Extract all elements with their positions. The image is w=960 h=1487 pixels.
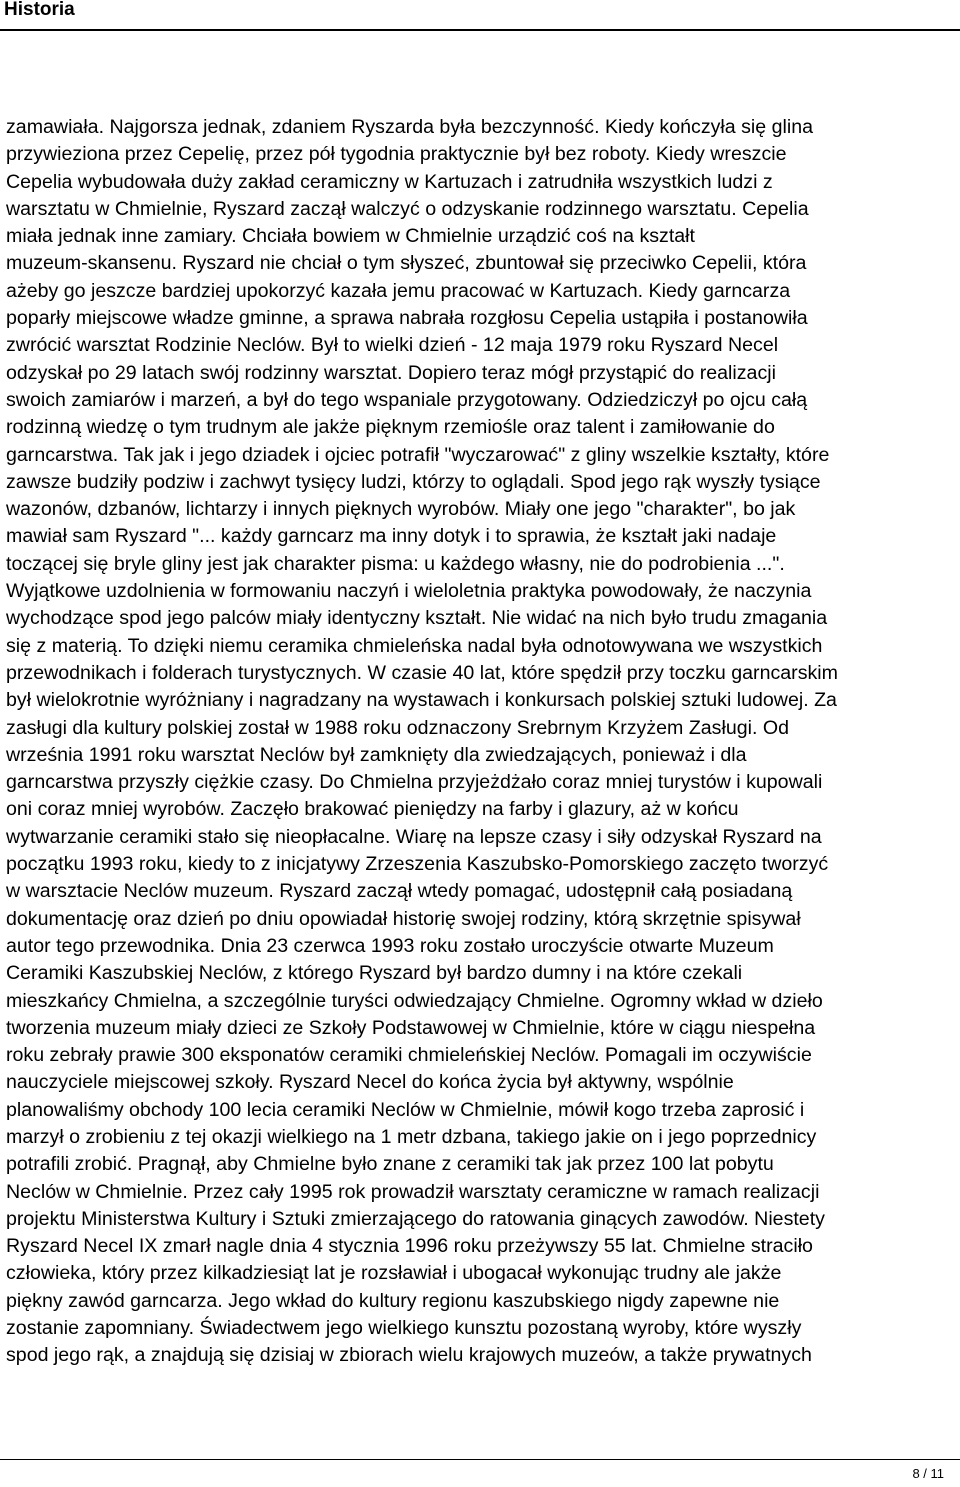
text-line: przywieziona przez Cepelię, przez pół tygodnia praktycznie był bez roboty. Kiedy wreszcie [6,143,787,166]
page-number: 8 / 11 [912,1466,944,1481]
text-line: garncarstwa. Tak jak i jego dziadek i ojciec potrafił "wyczarować" z gliny wszelkie kształty, które [6,443,830,466]
text-line: Ceramiki Kaszubskiej Neclów, z którego Ryszard był bardzo dumny i na które czekali [6,962,743,985]
text-line: odzyskał po 29 latach swój rodzinny warsztat. Dopiero teraz mógł przystąpić do realizacji [6,361,776,384]
text-line: rodzinną wiedzę o tym trudnym ale jakże pięknym rzemiośle oraz talent i zamiłowanie do [6,416,775,439]
text-line: był wielokrotnie wyróżniany i nagradzany na wystawach i konkursach polskiej sztuki ludowej. Za [6,689,837,712]
text-line: Ryszard Necel IX zmarł nagle dnia 4 stycznia 1996 roku przeżywszy 55 lat. Chmielne straciło [6,1235,813,1258]
text-line: swoich zamiarów i marzeń, a był do tego wspaniale przygotowany. Odziedziczył po ojcu całą [6,388,808,411]
text-line: Cepelia wybudowała duży zakład ceramiczny w Kartuzach i zatrudniła wszystkich ludzi z [6,170,773,193]
text-line: oni coraz mniej wyrobów. Zaczęło brakować pieniędzy na farby i glazury, aż w końcu [6,798,739,821]
text-line: wazonów, dzbanów, lichtarzy i innych pięknych wyrobów. Miały one jego "charakter", bo jak [6,498,796,521]
document-title: Historia [4,0,75,20]
text-line: września 1991 roku warsztat Neclów był zamknięty dla zwiedzających, ponieważ i dla [6,743,747,766]
text-line: wychodzące spod jego palców miały identyczny kształt. Nie widać na nich było trudu zmagania [6,607,828,630]
text-line: toczącej się bryle gliny jest jak charakter pisma: u każdego własny, nie do podrobienia ...". [6,552,785,575]
text-line: Wyjątkowe uzdolnienia w formowaniu naczyń i wieloletnia praktyka powodowały, że naczynia [6,580,812,603]
text-line: projektu Ministerstwa Kultury i Sztuki zmierzającego do ratowania ginących zawodów. Niestety [6,1207,825,1230]
text-line: w warsztacie Neclów muzeum. Ryszard zaczął wtedy pomagać, udostępnił całą posiadaną [6,880,793,903]
text-line: planowaliśmy obchody 100 lecia ceramiki Neclów w Chmielnie, mówił kogo trzeba zaprosić i [6,1098,805,1121]
text-line: muzeum-skansenu. Ryszard nie chciał o tym słyszeć, zbuntował się przeciwko Cepelii, która [6,252,807,275]
text-line: się z materią. To dzięki niemu ceramika chmieleńska nadal była odnotowywana we wszystkich [6,634,823,657]
text-line: człowieka, który przez kilkadziesiąt lat je rozsławiał i ubogacał wykonując trudny ale jakże [6,1262,782,1285]
text-line: garncarstwa przyszły ciężkie czasy. Do Chmielna przyjeżdżało coraz mniej turystów i kupowali [6,771,823,794]
body-text [6,114,956,1370]
text-line: poparły miejscowe władze gminne, a sprawa nabrała rozgłosu Cepelia ustąpiła i postanowiła [6,307,808,330]
text-line: zamawiała. Najgorsza jednak, zdaniem Ryszarda była bezczynność. Kiedy kończyła się glina [6,116,813,138]
text-line: zwrócić warsztat Rodzinie Neclów. Był to wielki dzień - 12 maja 1979 roku Ryszard Necel [6,334,779,357]
text-line: warsztatu w Chmielnie, Ryszard zaczął walczyć o odzyskanie rodzinnego warsztatu. Cepelia [6,197,809,220]
text-line: zawsze budziły podziw i zachwyt tysięcy ludzi, którzy to oglądali. Spod jego rąk wyszły tysiące [6,470,821,493]
text-line: mieszkańcy Chmielna, a szczególnie turyści odwiedzający Chmielne. Ogromny wkład w dzieło [6,989,823,1012]
text-line: piękny zawód garncarza. Jego wkład do kultury regionu kaszubskiego nigdy zapewne nie [6,1289,780,1312]
header-divider [0,29,960,31]
text-line: tworzenia muzeum miały dzieci ze Szkoły Podstawowej w Chmielnie, które w ciągu niespełna [6,1016,816,1039]
text-line: dokumentację oraz dzień po dniu opowiadał historię swojej rodziny, którą skrzętnie spisywał [6,907,801,930]
text-line: miała jednak inne zamiary. Chciała bowiem w Chmielnie urządzić coś na kształt [6,225,695,248]
text-line: mawiał sam Ryszard "... każdy garncarz ma inny dotyk i to sprawia, że kształt jaki nadaje [6,525,777,548]
text-line: zasługi dla kultury polskiej został w 1988 roku odznaczony Srebrnym Krzyżem Zasługi. Od [6,716,790,739]
text-line: Neclów w Chmielnie. Przez cały 1995 rok prowadził warsztaty ceramiczne w ramach realizacji [6,1180,820,1203]
text-line: spod jego rąk, a znajdują się dzisiaj w zbiorach wielu krajowych muzeów, a także prywatnych [6,1344,812,1367]
page-header [0,0,960,34]
text-line: wytwarzanie ceramiki stało się nieopłacalne. Wiarę na lepsze czasy i siły odzyskał Ryszard na [6,825,822,848]
text-line: ażeby go jeszcze bardziej upokorzyć kazała jemu pracować w Kartuzach. Kiedy garncarza [6,279,791,302]
text-line: marzył o zrobieniu z tej okazji wielkiego na 1 metr dzbana, takiego jakie on i jego poprzednicy [6,1125,817,1148]
text-line: przewodnikach i folderach turystycznych. W czasie 40 lat, które spędził przy toczku garncarskim [6,661,838,684]
text-line: potrafili zrobić. Pragnął, aby Chmielne było znane z ceramiki tak jak przez 100 lat pobytu [6,1153,774,1176]
footer-divider [0,1459,960,1460]
text-line: autor tego przewodnika. Dnia 23 czerwca 1993 roku zostało uroczyście otwarte Muzeum [6,934,774,957]
text-line: nauczyciele miejscowej szkoły. Ryszard Necel do końca życia był aktywny, wspólnie [6,1071,734,1094]
text-line: roku zebrały prawie 300 eksponatów ceramiki chmieleńskiej Neclów. Pomagali im oczywiście [6,1044,812,1067]
text-line: początku 1993 roku, kiedy to z inicjatywy Zrzeszenia Kaszubsko-Pomorskiego zaczęto tworzyć [6,853,829,876]
text-line: zostanie zapomniany. Świadectwem jego wielkiego kunsztu pozostaną wyroby, które wyszły [6,1317,802,1340]
